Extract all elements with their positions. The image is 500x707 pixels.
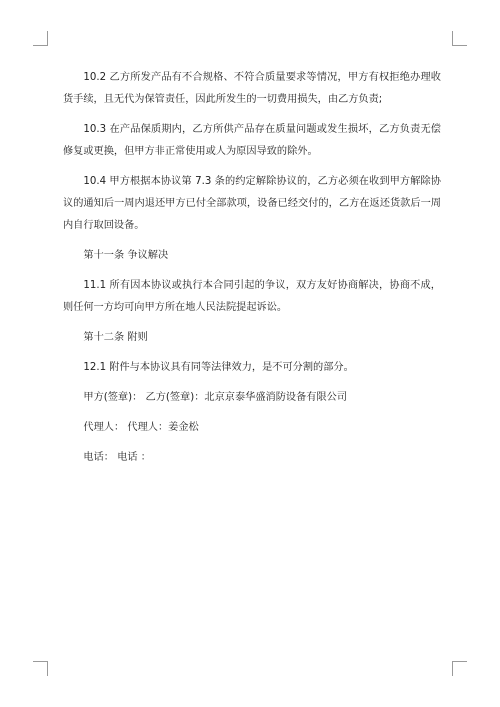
document-body <box>63 67 441 477</box>
crop-mark-bottom-right <box>452 661 467 676</box>
signature-parties: 甲方(签章)： 乙方(签章)：北京京泰华盛消防设备有限公司 <box>83 392 348 403</box>
crop-mark-top-left <box>33 31 48 46</box>
signature-agents: 代理人： 代理人：姜金松 <box>83 422 199 433</box>
clause-11-1: 11.1 所有因本协议或执行本合同引起的争议，双方友好协商解决，协商不成，则任何一方均可向甲方所在地人民法院提起诉讼。 <box>63 280 441 313</box>
article-11-heading: 第十一条 争议解决 <box>83 250 169 261</box>
clause-10-4: 10.4 甲方根据本协议第 7.3 条的约定解除协议的，乙方必须在收到甲方解除协议的通知后一周内退还甲方已付全部款项，设备已经交付的，乙方在返还货款后一周内自行取回设备。 <box>63 176 441 231</box>
crop-mark-top-right <box>452 31 467 46</box>
clause-10-3: 10.3 在产品保质期内，乙方所供产品存在质量问题或发生损坏，乙方负责无偿修复或更换，但甲方非正常使用或人为原因导致的除外。 <box>63 124 441 157</box>
clause-12-1: 12.1 附件与本协议具有同等法律效力，是不可分割的部分。 <box>83 362 354 373</box>
clause-10-2: 10.2 乙方所发产品有不合规格、不符合质量要求等情况，甲方有权拒绝办理收货手续，且无代为保管责任，因此所发生的一切费用损失，由乙方负责; <box>63 72 441 105</box>
signature-phones: 电话： 电话 ： <box>83 452 151 463</box>
crop-mark-bottom-left <box>33 661 48 676</box>
article-12-heading: 第十二条 附则 <box>83 332 148 343</box>
